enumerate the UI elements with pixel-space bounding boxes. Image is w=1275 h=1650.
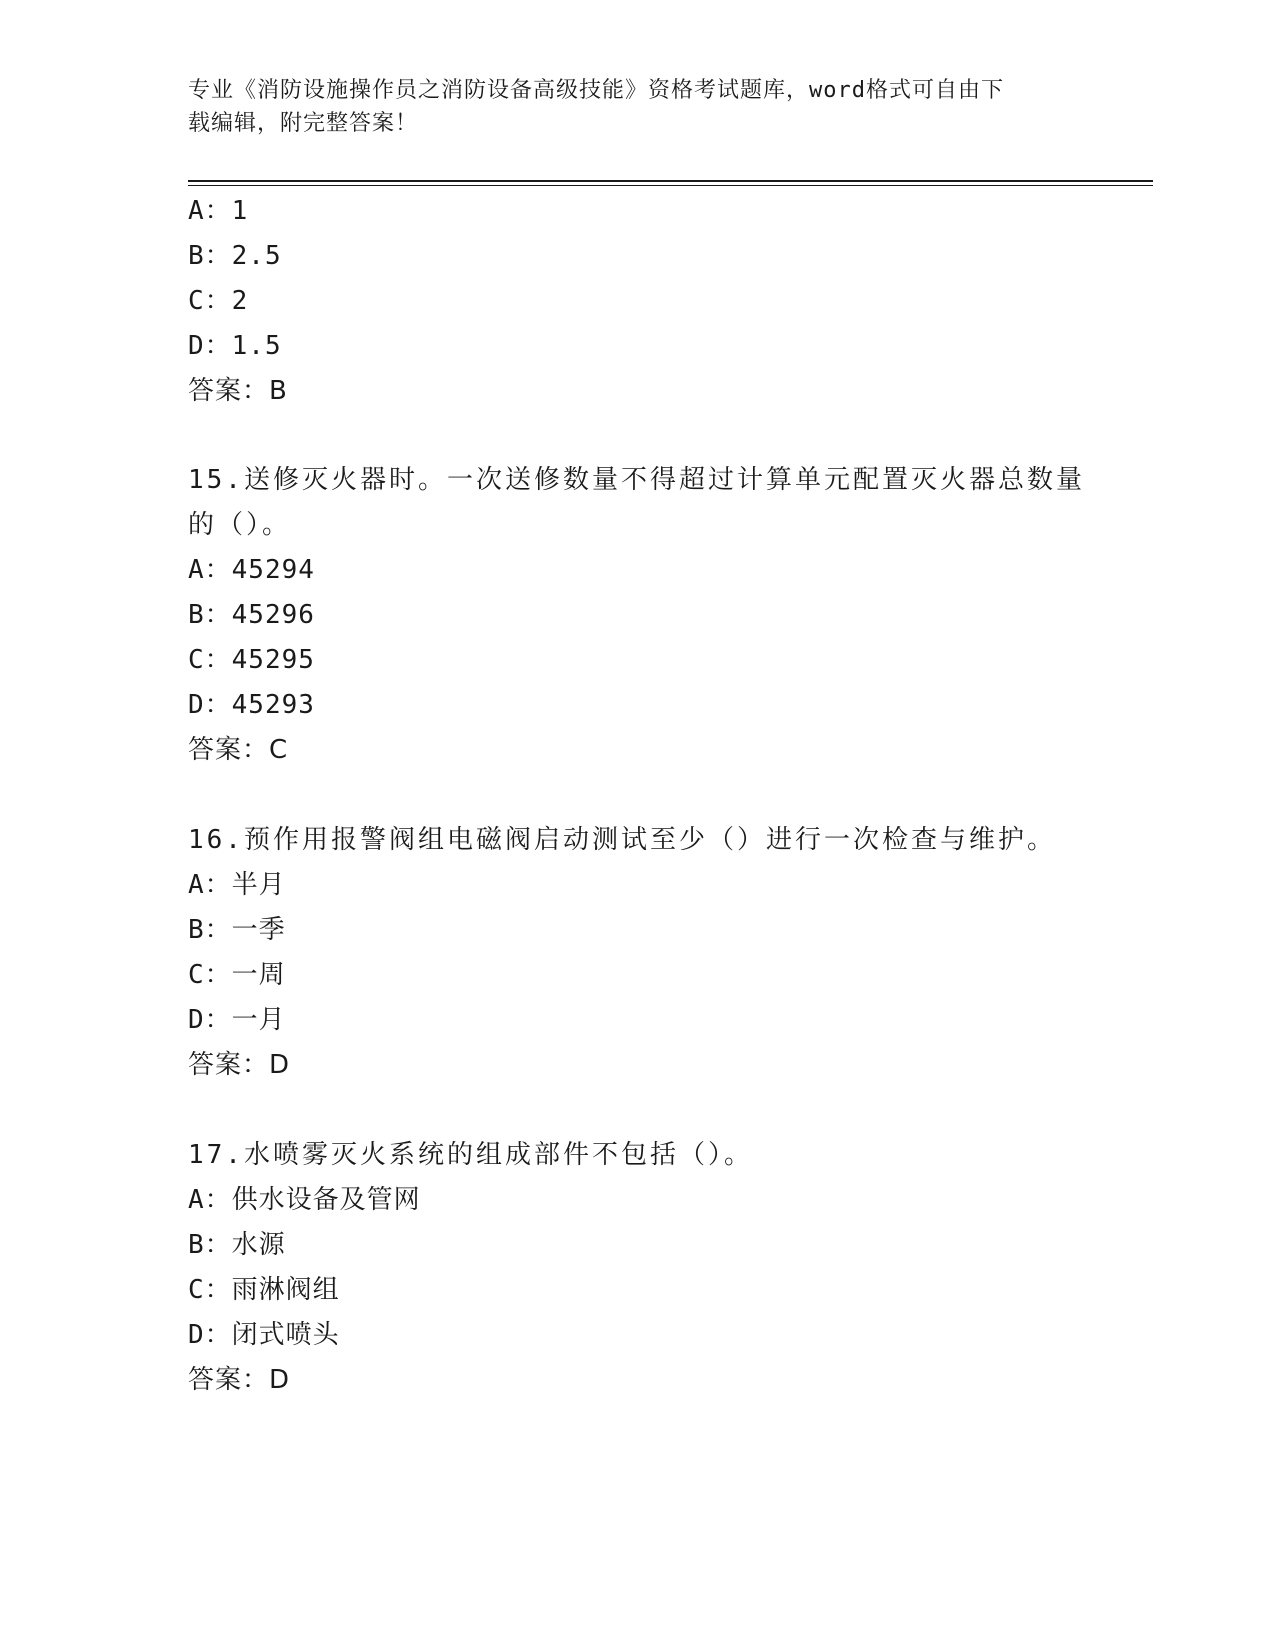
- q15-option-c: C：45295: [188, 645, 315, 675]
- q14-option-b: B：2.5: [188, 241, 282, 271]
- q17-option-b: B：水源: [188, 1230, 286, 1260]
- q14-option-a: A：1: [188, 196, 249, 226]
- header-divider: [188, 180, 1153, 182]
- q17-stem: 17.水喷雾灭火系统的组成部件不包括（）。: [188, 1140, 753, 1170]
- q17-option-a: A：供水设备及管网: [188, 1185, 421, 1215]
- q17-option-c: C：雨淋阀组: [188, 1275, 340, 1305]
- q14-option-d: D：1.5: [188, 331, 282, 361]
- q15-option-b: B：45296: [188, 600, 315, 630]
- q15-option-d: D：45293: [188, 690, 315, 720]
- q15-stem-line-1: 15.送修灭火器时。一次送修数量不得超过计算单元配置灭火器总数量: [188, 465, 1085, 495]
- q14-option-c: C：2: [188, 286, 249, 316]
- q14-answer: 答案：B: [188, 376, 288, 406]
- header-line-2: 载编辑，附完整答案！: [188, 111, 419, 136]
- q16-answer: 答案：D: [188, 1050, 291, 1080]
- q17-option-d: D：闭式喷头: [188, 1320, 340, 1350]
- q16-stem: 16.预作用报警阀组电磁阀启动测试至少（）进行一次检查与维护。: [188, 825, 1056, 855]
- header-divider-thin: [188, 185, 1153, 186]
- q15-stem-line-2: 的（）。: [188, 510, 292, 540]
- q16-option-a: A：半月: [188, 870, 286, 900]
- document-header: [188, 74, 1088, 140]
- q16-option-c: C：一周: [188, 960, 286, 990]
- q16-option-b: B：一季: [188, 915, 286, 945]
- q17-answer: 答案：D: [188, 1365, 291, 1395]
- q15-answer: 答案：C: [188, 735, 289, 765]
- q15-option-a: A：45294: [188, 555, 315, 585]
- header-line-1: 专业《消防设施操作员之消防设备高级技能》资格考试题库，word格式可自由下: [188, 78, 1004, 103]
- q16-option-d: D：一月: [188, 1005, 286, 1035]
